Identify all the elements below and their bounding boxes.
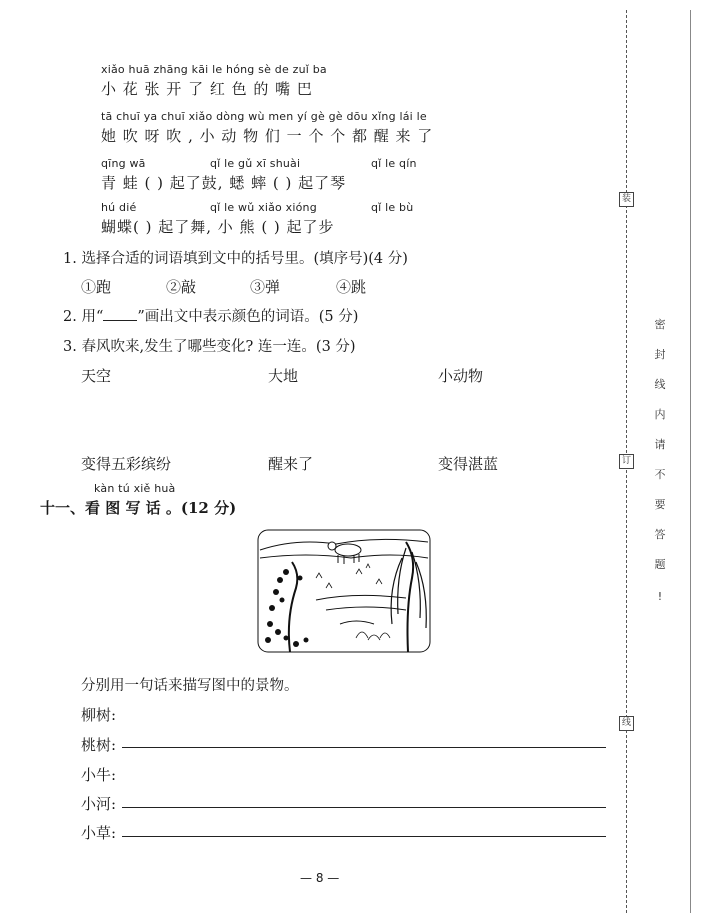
river-lines (316, 595, 406, 610)
scene-illustration (256, 528, 432, 654)
match-top-sky[interactable]: 天空 (81, 367, 112, 385)
match-bottom-colorful[interactable]: 变得五彩缤纷 (81, 455, 172, 473)
seal-box-1: 装 (619, 192, 634, 207)
question-3: 3. 春风吹来,发生了哪些变化? 连一连。(3 分) (63, 339, 356, 355)
seal-box-2: 订 (619, 454, 634, 469)
option-2: ②敲 (166, 278, 197, 296)
notice-char-2: 封 (654, 348, 666, 361)
match-top-earth[interactable]: 大地 (268, 367, 299, 385)
grass-tufts (316, 564, 390, 640)
question-2-suffix: ”画出文中表示颜色的词语。(5 分) (137, 309, 359, 325)
option-3: ③弹 (250, 278, 281, 296)
notice-char-5: 请 (654, 438, 666, 451)
answer-line-river[interactable] (122, 807, 606, 808)
passage-line3-text: 青 蛙 ( ) 起了鼓, 蟋 蟀 ( ) 起了琴 (101, 174, 347, 192)
passage-line1-pinyin: xiǎo huā zhāng kāi le hóng sè de zuǐ ba (101, 63, 327, 76)
answer-line-grass[interactable] (122, 836, 606, 837)
passage-line1-text: 小 花 张 开 了 红 色 的 嘴 巴 (101, 80, 313, 98)
calf-figure (328, 542, 361, 564)
passage-line2-pinyin: tā chuī ya chuī xiǎo dòng wù men yí gè gè dōu xǐng lái le (101, 110, 427, 123)
option-1: ①跑 (81, 278, 112, 296)
notice-char-9: 题 (654, 558, 666, 571)
underline-sample (103, 308, 137, 321)
answer-line-peach[interactable] (122, 747, 606, 748)
passage-line4-pinyin-c: qǐ le bù (371, 201, 414, 214)
notice-char-6: 不 (654, 468, 666, 481)
passage-line2-text: 她 吹 呀 吹 , 小 动 物 们 一 个 个 都 醒 来 了 (101, 127, 434, 145)
section11-title: 十一、看 图 写 话 。(12 分) (40, 499, 237, 517)
label-peach: 桃树: (81, 736, 117, 754)
match-bottom-blue[interactable]: 变得湛蓝 (438, 455, 499, 473)
question-2-prefix: 2. 用“ (63, 309, 104, 325)
match-bottom-wake[interactable]: 醒来了 (268, 455, 314, 473)
option-4: ④跳 (336, 278, 367, 296)
seal-box-3: 线 (619, 716, 634, 731)
match-top-animals[interactable]: 小动物 (438, 367, 484, 385)
passage-line4-text: 蝴蝶( ) 起了舞, 小 熊 ( ) 起了步 (101, 218, 335, 236)
notice-char-1: 密 (654, 318, 666, 331)
question-2 (63, 305, 358, 326)
notice-char-10: ! (657, 590, 663, 603)
label-calf: 小牛: (81, 766, 117, 784)
notice-char-3: 线 (654, 378, 666, 391)
section11-pinyin: kàn tú xiě huà (94, 482, 176, 495)
label-willow: 柳树: (81, 706, 117, 724)
passage-line4-pinyin-b: qǐ le wǔ xiǎo xióng (210, 201, 317, 214)
passage-line4-pinyin-a: hú dié (101, 201, 137, 214)
passage-line3-pinyin-b: qǐ le gǔ xī shuài (210, 157, 301, 170)
binding-border-line (690, 10, 691, 913)
section11-instruction: 分别用一句话来描写图中的景物。 (81, 678, 299, 694)
notice-char-4: 内 (654, 408, 666, 421)
passage-line3-pinyin-a: qīng wā (101, 157, 146, 170)
notice-char-7: 要 (654, 498, 666, 511)
passage-line3-pinyin-c: qǐ le qín (371, 157, 417, 170)
peach-tree (265, 562, 309, 652)
page-number: — 8 — (300, 871, 340, 885)
question-1: 1. 选择合适的词语填到文中的括号里。(填序号)(4 分) (63, 251, 408, 267)
label-river: 小河: (81, 795, 117, 813)
label-grass: 小草: (81, 824, 117, 842)
notice-char-8: 答 (654, 528, 666, 541)
